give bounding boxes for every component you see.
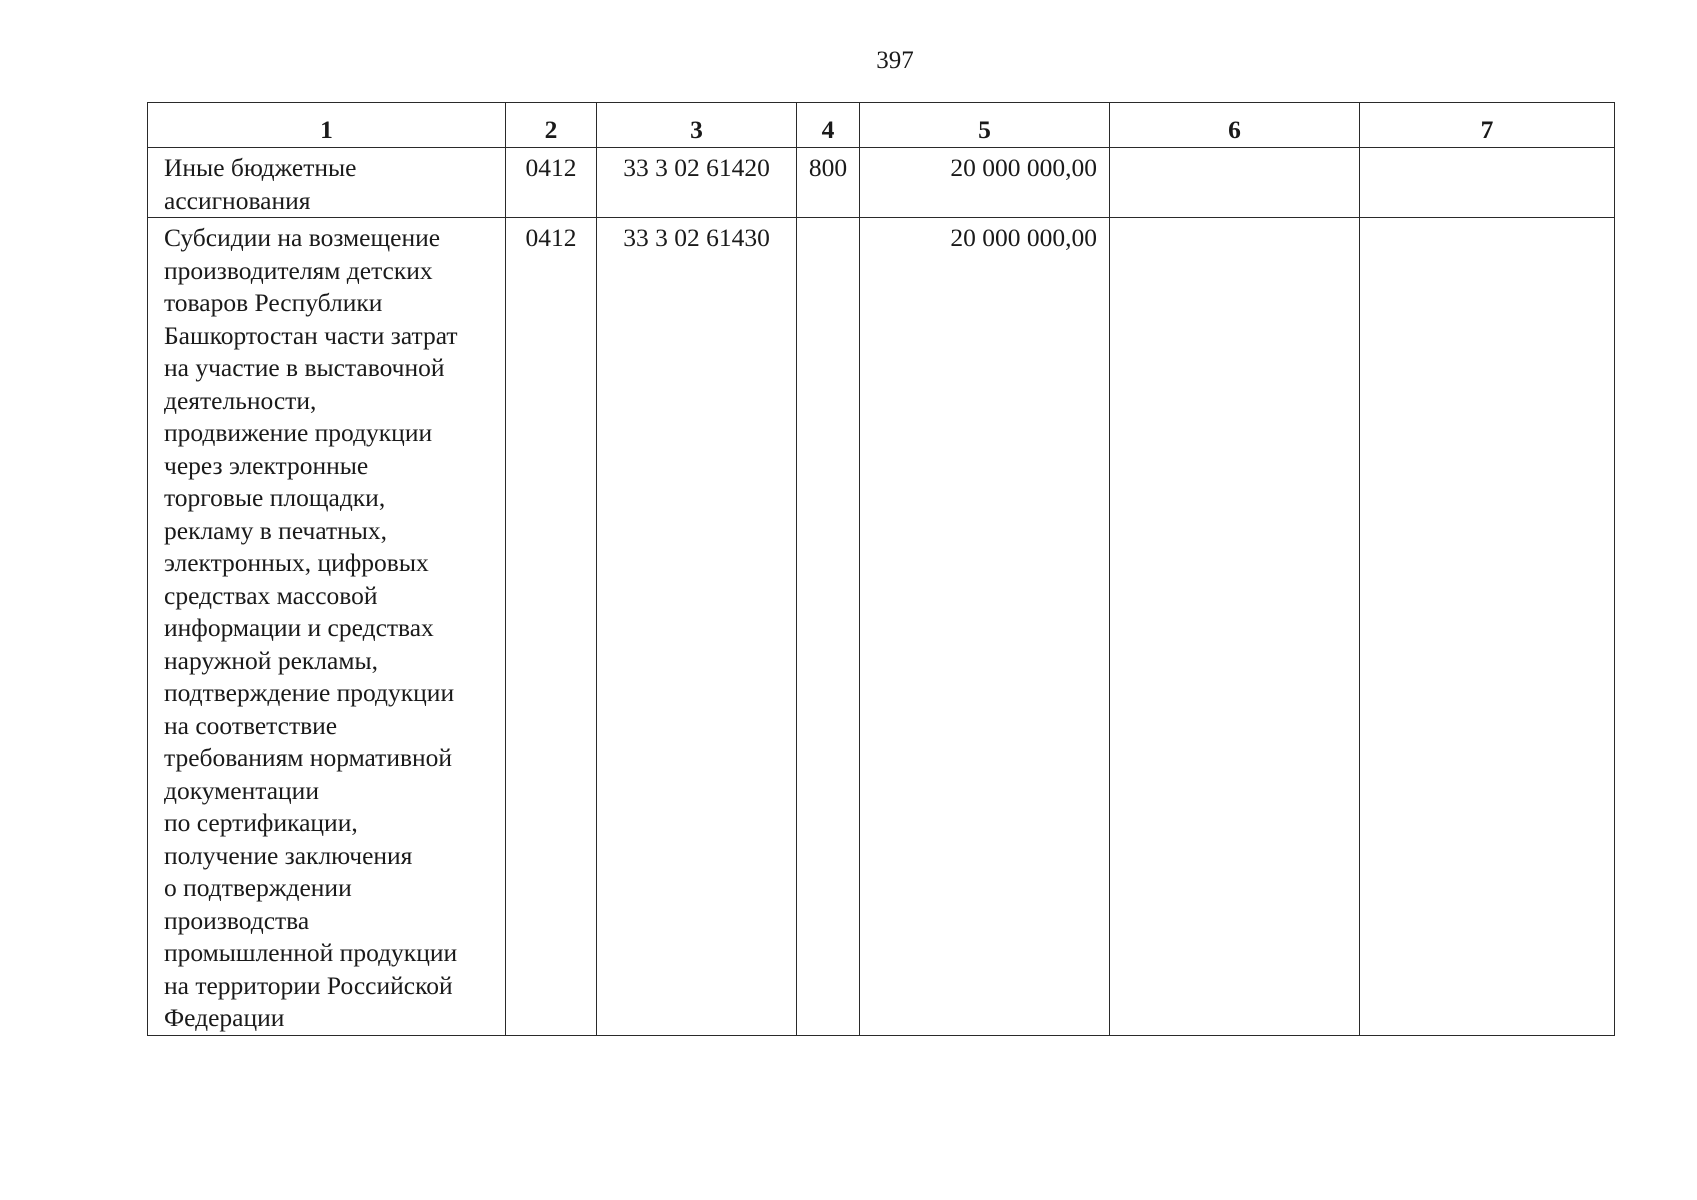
row-name-cell	[148, 218, 506, 1036]
row-name-line: производства	[164, 905, 310, 935]
column-6-cell	[1110, 218, 1360, 1036]
column-header-1: 1	[148, 103, 506, 148]
column-7-cell	[1360, 218, 1615, 1036]
table-row	[148, 148, 1615, 218]
row-name-line: ассигнования	[164, 185, 311, 215]
amount-cell: 20 000 000,00	[860, 218, 1110, 1036]
section-code-cell: 0412	[506, 148, 597, 218]
row-name-line: Субсидии на возмещение	[164, 223, 441, 252]
target-article-cell: 33 3 02 61420	[597, 148, 797, 218]
table-header-row	[148, 103, 1615, 148]
column-header-3: 3	[597, 103, 797, 148]
row-name-line: на участие в выставочной	[164, 353, 445, 382]
table-row	[148, 218, 1615, 1036]
row-name-line: промышленной продукции	[164, 938, 458, 967]
row-name-line: о подтверждении	[164, 873, 352, 902]
row-name-line: наружной рекламы,	[164, 645, 378, 675]
budget-table	[147, 102, 1615, 1036]
row-name-line: требованиям нормативной	[164, 743, 453, 772]
row-name-line: Федерации	[164, 1003, 285, 1032]
column-header-7: 7	[1360, 103, 1615, 148]
row-name-line: на территории Российской	[164, 970, 453, 1000]
row-name-line: по сертификации,	[164, 808, 358, 837]
column-6-cell	[1110, 148, 1360, 218]
row-name-line: электронных, цифровых	[164, 548, 429, 577]
row-name-line: подтверждение продукции	[164, 678, 455, 707]
row-name-line: Иные бюджетные	[164, 153, 357, 182]
expense-kind-cell: 800	[797, 148, 860, 218]
column-header-2: 2	[506, 103, 597, 148]
row-name-line: документации	[164, 775, 319, 805]
row-name-line: получение заключения	[164, 840, 413, 870]
row-name-line: средствах массовой	[164, 580, 378, 610]
column-header-6: 6	[1110, 103, 1360, 148]
row-name-line: на соответствие	[164, 710, 338, 740]
row-name-line: производителям детских	[164, 255, 433, 285]
row-name-line: торговые площадки,	[164, 483, 386, 512]
row-name-line: информации и средствах	[164, 613, 434, 642]
row-name-line: рекламу в печатных,	[164, 515, 388, 545]
target-article-cell: 33 3 02 61430	[597, 218, 797, 1036]
column-header-5: 5	[860, 103, 1110, 148]
section-code-cell: 0412	[506, 218, 597, 1036]
row-name-line: через электронные	[164, 450, 369, 480]
column-7-cell	[1360, 148, 1615, 218]
amount-cell: 20 000 000,00	[860, 148, 1110, 218]
row-name-line: продвижение продукции	[164, 418, 433, 447]
column-header-4: 4	[797, 103, 860, 148]
row-name-line: Башкортостан части затрат	[164, 320, 458, 350]
row-name-cell	[148, 148, 506, 218]
row-name-line: товаров Республики	[164, 288, 383, 317]
page-number: 397	[876, 47, 914, 74]
row-name-line: деятельности,	[164, 385, 317, 415]
expense-kind-cell	[797, 218, 860, 1036]
